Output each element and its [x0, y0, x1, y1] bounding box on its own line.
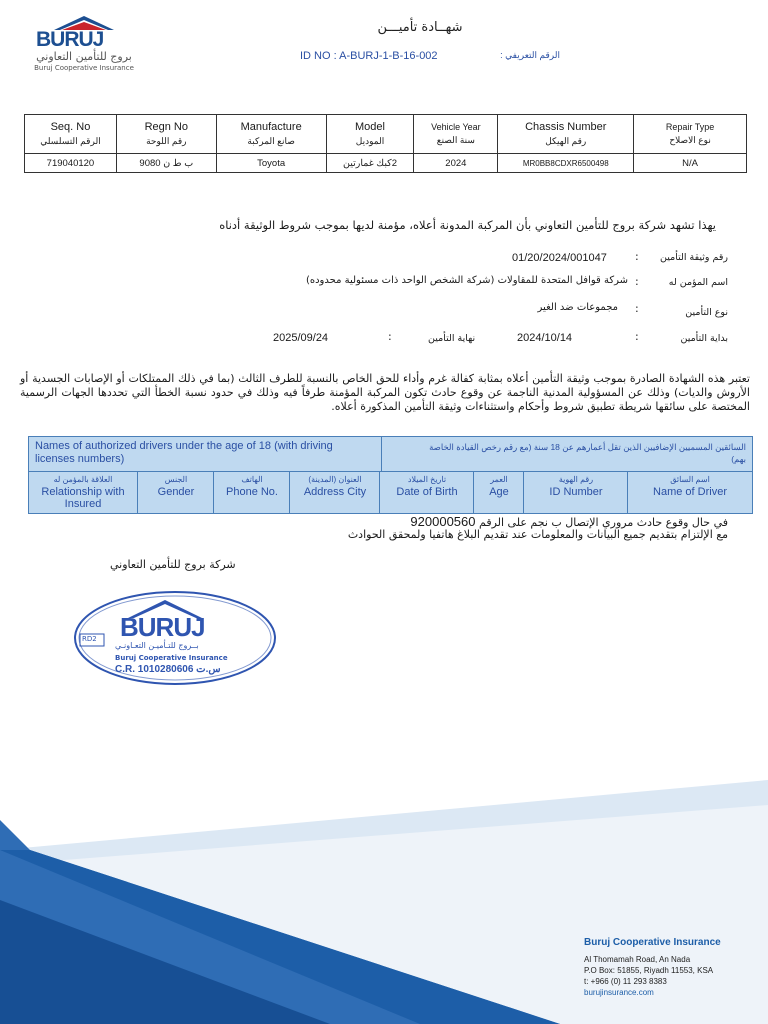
certificate-title: شهــادة تأميـــن	[377, 20, 463, 35]
footer-address: Al Thomamah Road, An Nada	[584, 955, 691, 964]
drivers-title-arabic: السائقين المسميين الإضافيين الذين تقل أعمارهم عن 18 سنة (مع رقم رخص القيادة الخاصة بهم)	[429, 442, 746, 464]
colon: :	[635, 250, 639, 263]
header-seq-no: Seq. No الرقم التسلسلي	[25, 115, 117, 154]
col-date-of-birth: تاريخ الميلاد Date of Birth	[379, 472, 474, 513]
guarantee-paragraph: تعتبر هذه الشهادة الصادرة بموجب وثيقة التأمين أعلاه بمثابة كفالة غرم وأداء للحق الخاص بالنسبة للطرف الثالث (بما في ذلك الممتلكات أو الإصابات الجسدية أو الأروش والديات) وذلك عن المسؤولية المدنية الناجمة عن وقوع حادث تكون المركبة المؤمنة طرفاً فيه وذلك في حدود نسبة الخطأ التي تحددها الجهات الرسمية المختصة على سائقها شريطة تطبيق شروط وأحكام واستثناءات وثيقة التأمين المذكورة أعلاه.	[20, 372, 750, 413]
vehicle-table-row	[25, 154, 747, 173]
start-date-label: بداية التأمين	[680, 333, 728, 344]
vehicle-table-header	[25, 115, 747, 154]
stamp-arabic: بــروج للتـأميـن التعـاونـي	[115, 641, 199, 650]
drivers-table	[28, 436, 753, 514]
vehicle-table	[24, 114, 747, 173]
id-label-arabic: الرقم التعريفي :	[500, 50, 560, 60]
intro-statement: يهذا تشهد شركة بروج للتأمين التعاوني بأن المركبة المدونة أعلاه، مؤمنة لديها بموجب شروط الوثيقة أدناه	[219, 218, 716, 232]
header-repair-type: Repair Type نوع الاصلاح	[634, 115, 747, 154]
col-address-city: العنوان (المدينة) Address City	[289, 472, 380, 513]
company-signature: شركة بروج للتأمين التعاوني	[110, 558, 236, 571]
footer-phone: t: +966 (0) 11 293 8383	[584, 977, 667, 986]
cell-repair-type: N/A	[634, 154, 747, 173]
id-value: A-BURJ-1-B-16-002	[339, 50, 438, 62]
header-regn-no: Regn No رقم اللوحة	[116, 115, 216, 154]
colon: :	[388, 330, 392, 343]
end-date-value: 2025/09/24	[273, 332, 329, 344]
colon: :	[635, 330, 639, 343]
footer-contact	[584, 937, 764, 998]
policy-number-label: رقم وثيقة التأمين	[660, 252, 728, 263]
najm-phone-number: 920000560	[410, 514, 476, 529]
cell-regn-no: 9080 ب ط ن	[116, 154, 216, 173]
colon: :	[635, 275, 639, 288]
insured-name-label: اسم المؤمن له	[668, 277, 728, 288]
company-stamp	[70, 588, 280, 688]
cell-vehicle-year: 2024	[414, 154, 498, 173]
start-date-value: 2024/10/14	[517, 332, 573, 344]
footer-po-box: P.O Box: 51855, Riyadh 11553, KSA	[584, 966, 714, 975]
logo-english-text: Buruj Cooperative Insurance	[34, 64, 134, 72]
header-chassis-number: Chassis Number رقم الهيكل	[498, 115, 634, 154]
header-vehicle-year: Vehicle Year سنة الصنع	[414, 115, 498, 154]
buruj-logo	[26, 12, 146, 74]
col-id-number: رقم الهوية ID Number	[523, 472, 628, 513]
accident-instruction-1: في حال وقوع حادث مروري الإتصال ب نجم على الرقم 920000560	[410, 514, 728, 529]
cell-manufacture: Toyota	[216, 154, 326, 173]
end-date-label: نهاية التأمين	[428, 333, 476, 344]
cell-model: 2كبك غمارتين	[326, 154, 414, 173]
logo-brand-text: BURUJ	[36, 28, 104, 51]
insurance-type-value: مجموعات ضد الغير	[537, 302, 618, 313]
colon: :	[635, 302, 639, 315]
id-line	[300, 50, 560, 62]
footer-website[interactable]: burujinsurance.com	[584, 988, 654, 997]
insurance-type-label: نوع التأمين	[685, 307, 728, 318]
cell-chassis-number: MR0BB8CDXR6500498	[498, 154, 634, 173]
col-age: العمر Age	[473, 472, 524, 513]
cell-seq-no: 719040120	[25, 154, 117, 173]
stamp-brand: BURUJ	[120, 612, 205, 642]
stamp-code: RD2	[82, 635, 97, 643]
stamp-english: Buruj Cooperative Insurance	[115, 654, 228, 662]
col-relationship: العلاقة بالمؤمن له Relationship with Insured	[41, 475, 125, 510]
drivers-title-english: Names of authorized drivers under the age of 18 (with driving licenses numbers)	[35, 440, 333, 465]
header-manufacture: Manufacture صانع المركبة	[216, 115, 326, 154]
policy-number-value: 01/20/2024/001047	[512, 252, 607, 264]
col-phone: الهاتف Phone No.	[213, 472, 290, 513]
col-gender: الجنس Gender	[137, 472, 214, 513]
id-label: ID NO :	[300, 50, 337, 62]
header-model: Model الموديل	[326, 115, 414, 154]
col-driver-name: اسم السائق Name of Driver	[627, 472, 752, 513]
insured-name-value: شركة قوافل المتحدة للمقاولات (شركة الشخص الواحد ذات مسئولية محدوده)	[305, 275, 628, 286]
accident-instruction-2: مع الإلتزام بتقديم جميع البيانات والمعلومات عند تقديم البلاغ هاتفيا ولمحقق الحوادث	[347, 528, 728, 541]
logo-arabic-text: بروج للتأمين التعاوني	[36, 50, 132, 63]
footer-company-name: Buruj Cooperative Insurance	[584, 937, 721, 948]
stamp-cr-number: C.R. 1010280606 س.ت	[115, 664, 221, 675]
